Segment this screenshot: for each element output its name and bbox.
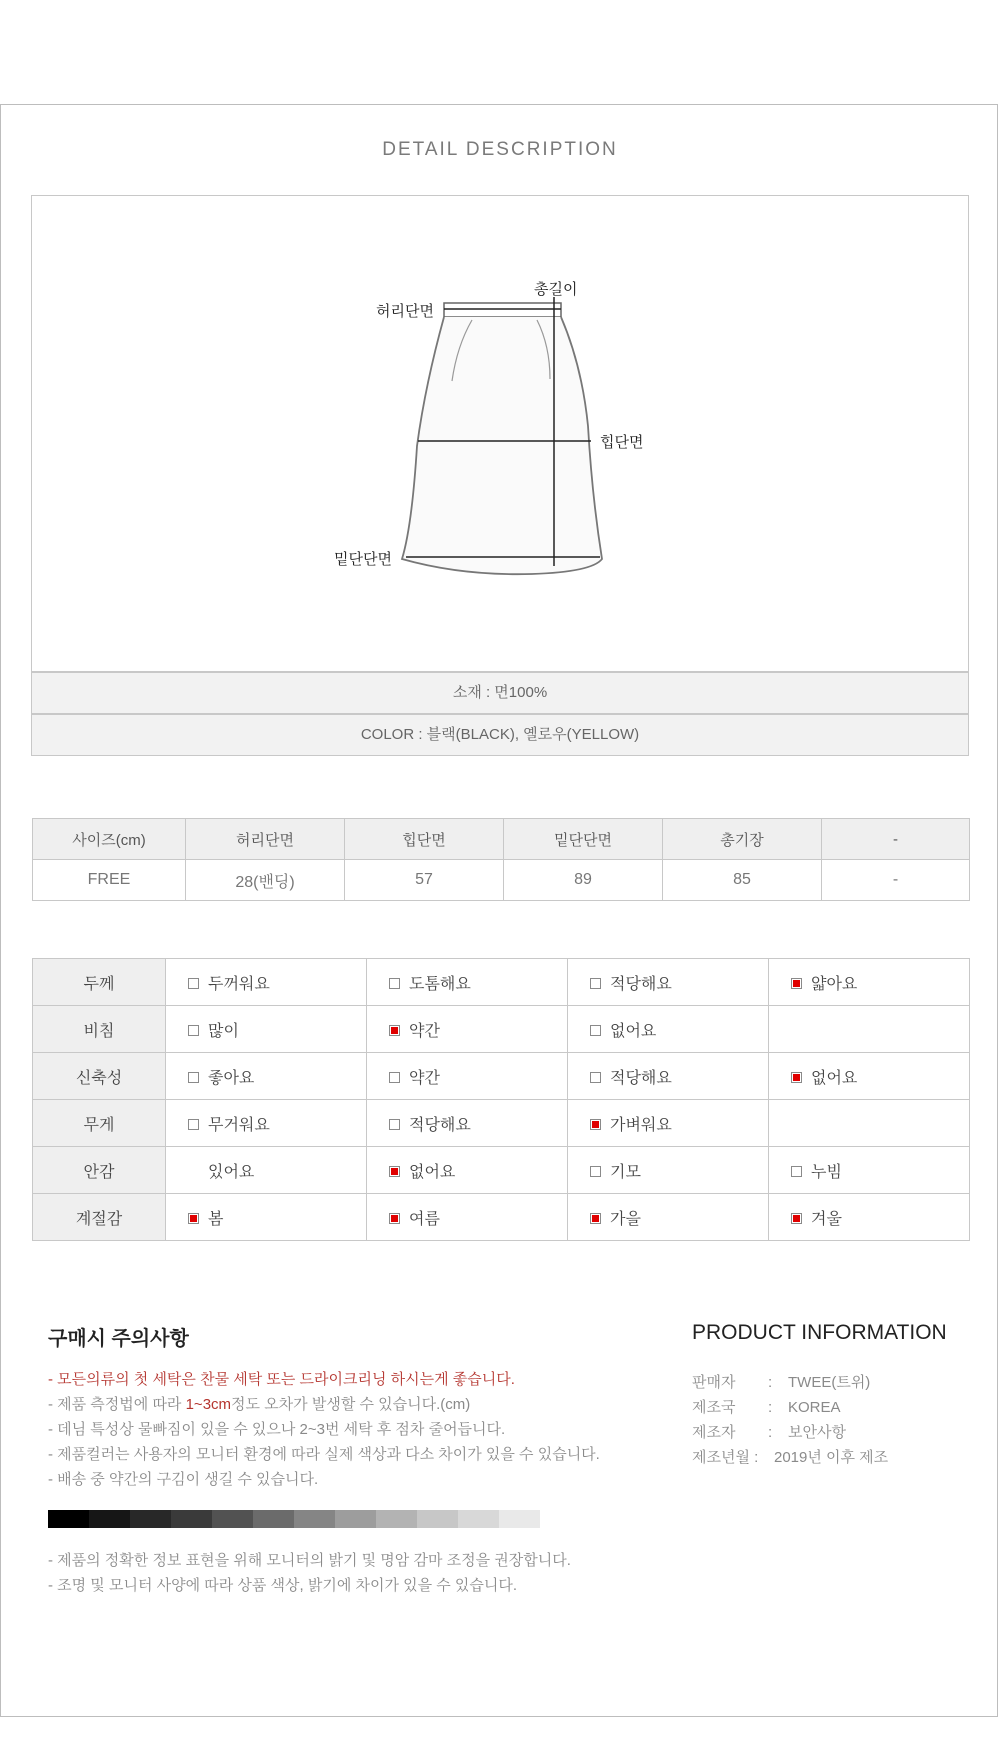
feature-option-label: 여름 xyxy=(409,1210,440,1228)
feature-option xyxy=(769,959,970,1006)
page-title: DETAIL DESCRIPTION xyxy=(382,139,618,160)
caution-text: 정도 오차가 발생할 수 있습니다.(cm) xyxy=(231,1396,471,1413)
caution-line: - 배송 중 약간의 구김이 생길 수 있습니다. xyxy=(48,1471,319,1488)
feature-option xyxy=(166,1147,367,1194)
size-cell: 89 xyxy=(504,860,663,901)
caution-notes xyxy=(48,1367,600,1492)
checked-checkbox-icon xyxy=(188,1213,199,1224)
gray-swatch xyxy=(417,1510,458,1528)
size-cell: 85 xyxy=(663,860,822,901)
checkbox-icon xyxy=(389,978,400,989)
feature-option xyxy=(568,1006,769,1053)
monitor-notes xyxy=(48,1548,571,1598)
feature-option-label: 두꺼워요 xyxy=(208,975,270,993)
checkbox-icon xyxy=(590,978,601,989)
caution-line: - 모든의류의 첫 세탁은 찬물 세탁 또는 드라이크리닝 하시는게 좋습니다. xyxy=(48,1371,515,1388)
gray-swatch xyxy=(294,1510,335,1528)
feature-option-label: 적당해요 xyxy=(610,975,672,993)
info-value: TWEE(트위) xyxy=(788,1374,871,1391)
info-value: KOREA xyxy=(788,1399,841,1416)
feature-option-label: 도톰해요 xyxy=(409,975,471,993)
product-info-row xyxy=(692,1420,888,1445)
feature-option-label: 있어요 xyxy=(208,1163,255,1181)
feature-option-label: 가벼워요 xyxy=(610,1116,672,1134)
feature-option-label: 약간 xyxy=(409,1022,440,1040)
feature-row xyxy=(33,1053,970,1100)
info-sep: : xyxy=(768,1374,773,1391)
checkbox-icon xyxy=(188,1072,199,1083)
info-key: 판매자 xyxy=(692,1374,736,1391)
size-header-cell: 밑단단면 xyxy=(504,819,663,860)
checked-checkbox-icon xyxy=(791,1072,802,1083)
checkbox-icon xyxy=(188,978,199,989)
feature-option xyxy=(769,1194,970,1241)
checked-checkbox-icon xyxy=(389,1025,400,1036)
feature-option-label: 많이 xyxy=(208,1022,239,1040)
feature-option xyxy=(568,1100,769,1147)
info-value: 2019년 이후 제조 xyxy=(774,1449,889,1466)
gray-swatch xyxy=(376,1510,417,1528)
checkbox-icon xyxy=(590,1072,601,1083)
caution-line: - 데님 특성상 물빠짐이 있을 수 있으나 2~3번 세탁 후 점차 줄어듭니다. xyxy=(48,1421,506,1438)
caution-line xyxy=(48,1392,600,1417)
feature-option xyxy=(166,1053,367,1100)
feature-name: 신축성 xyxy=(33,1053,166,1100)
skirt-diagram xyxy=(31,195,969,672)
info-key: 제조국 xyxy=(692,1399,736,1416)
total-length-label: 총길이 xyxy=(534,281,578,298)
gray-swatch xyxy=(458,1510,499,1528)
feature-option xyxy=(769,1006,970,1053)
feature-option-label: 좋아요 xyxy=(208,1069,255,1087)
feature-name: 안감 xyxy=(33,1147,166,1194)
feature-option xyxy=(568,1147,769,1194)
size-cell: FREE xyxy=(33,860,186,901)
gray-swatch xyxy=(253,1510,294,1528)
gray-swatch xyxy=(212,1510,253,1528)
size-header-cell: - xyxy=(822,819,970,860)
waist-label: 허리단면 xyxy=(376,303,434,320)
feature-option xyxy=(568,959,769,1006)
size-header-cell: 사이즈(cm) xyxy=(33,819,186,860)
feature-option-label: 가을 xyxy=(610,1210,641,1228)
feature-option-label: 얇아요 xyxy=(811,975,858,993)
feature-option xyxy=(367,1194,568,1241)
feature-option-label: 적당해요 xyxy=(610,1069,672,1087)
feature-row xyxy=(33,1100,970,1147)
size-cell: 28(밴딩) xyxy=(186,860,345,901)
info-sep: : xyxy=(768,1424,773,1441)
checkbox-icon xyxy=(188,1119,199,1130)
feature-option xyxy=(367,1006,568,1053)
checkbox-icon xyxy=(389,1072,400,1083)
caution-title: 구매시 주의사항 xyxy=(48,1328,189,1350)
feature-option xyxy=(568,1194,769,1241)
feature-option xyxy=(769,1100,970,1147)
size-table-header xyxy=(33,819,970,860)
gray-swatch xyxy=(171,1510,212,1528)
caution-text: - 제품 측정법에 따라 xyxy=(48,1396,186,1413)
checkbox-icon xyxy=(590,1166,601,1177)
checkbox-icon xyxy=(188,1025,199,1036)
feature-option-label: 봄 xyxy=(208,1210,224,1228)
feature-row xyxy=(33,959,970,1006)
info-key: 제조년월 : xyxy=(692,1449,759,1466)
checked-checkbox-icon xyxy=(389,1213,400,1224)
info-value: 보안사항 xyxy=(788,1424,846,1441)
gray-swatch xyxy=(335,1510,376,1528)
size-cell: 57 xyxy=(345,860,504,901)
feature-option xyxy=(166,1100,367,1147)
caution-line: - 제품컬러는 사용자의 모니터 환경에 따라 실제 색상과 다소 차이가 있을 수 있습니다. xyxy=(48,1446,600,1463)
feature-option-label: 없어요 xyxy=(409,1163,456,1181)
size-header-cell: 허리단면 xyxy=(186,819,345,860)
monitor-note: - 조명 및 모니터 사양에 따라 상품 색상, 밝기에 차이가 있을 수 있습니다. xyxy=(48,1577,518,1594)
monitor-note: - 제품의 정확한 정보 표현을 위해 모니터의 밝기 및 명암 감마 조정을 권장합니다. xyxy=(48,1552,571,1569)
caution-highlight: 1~3cm xyxy=(185,1396,232,1413)
feature-option-label: 누빔 xyxy=(811,1163,842,1181)
checked-checkbox-icon xyxy=(590,1213,601,1224)
feature-option xyxy=(769,1053,970,1100)
gray-swatch xyxy=(499,1510,540,1528)
color-bar: COLOR : 블랙(BLACK), 옐로우(YELLOW) xyxy=(31,714,969,756)
feature-option xyxy=(166,1006,367,1053)
size-table xyxy=(32,818,970,901)
feature-row xyxy=(33,1006,970,1053)
feature-option xyxy=(367,1053,568,1100)
size-header-cell: 총기장 xyxy=(663,819,822,860)
product-info-row xyxy=(692,1445,888,1470)
feature-option xyxy=(166,959,367,1006)
feature-option xyxy=(367,1100,568,1147)
material-bar: 소재 : 면100% xyxy=(31,672,969,714)
checked-checkbox-icon xyxy=(791,1213,802,1224)
checkbox-icon xyxy=(590,1025,601,1036)
feature-table xyxy=(32,958,970,1241)
gray-swatch xyxy=(48,1510,89,1528)
product-info-title: PRODUCT INFORMATION xyxy=(692,1321,947,1344)
size-header-cell: 힙단면 xyxy=(345,819,504,860)
feature-option-label: 겨울 xyxy=(811,1210,842,1228)
feature-name: 비침 xyxy=(33,1006,166,1053)
feature-option xyxy=(568,1053,769,1100)
gray-swatch xyxy=(89,1510,130,1528)
feature-option-label: 약간 xyxy=(409,1069,440,1087)
product-info-list xyxy=(692,1370,888,1470)
feature-option xyxy=(166,1194,367,1241)
feature-row xyxy=(33,1147,970,1194)
info-sep: : xyxy=(768,1399,773,1416)
feature-option xyxy=(367,959,568,1006)
feature-name: 두께 xyxy=(33,959,166,1006)
checkbox-icon xyxy=(791,1166,802,1177)
checked-checkbox-icon xyxy=(590,1119,601,1130)
product-info-row xyxy=(692,1370,888,1395)
feature-name: 무게 xyxy=(33,1100,166,1147)
feature-option xyxy=(367,1147,568,1194)
hip-label: 힙단면 xyxy=(600,434,644,451)
feature-option-label: 적당해요 xyxy=(409,1116,471,1134)
checked-checkbox-icon xyxy=(389,1166,400,1177)
feature-option xyxy=(769,1147,970,1194)
gray-swatch xyxy=(130,1510,171,1528)
feature-option-label: 없어요 xyxy=(610,1022,657,1040)
skirt-illustration xyxy=(32,196,970,673)
info-key: 제조자 xyxy=(692,1424,736,1441)
grayscale-swatches xyxy=(48,1510,540,1528)
feature-row xyxy=(33,1194,970,1241)
size-cell: - xyxy=(822,860,970,901)
feature-option-label: 무거워요 xyxy=(208,1116,270,1134)
product-info-row xyxy=(692,1395,888,1420)
feature-option-label: 없어요 xyxy=(811,1069,858,1087)
table-row xyxy=(33,860,970,901)
feature-option-label: 기모 xyxy=(610,1163,641,1181)
checked-checkbox-icon xyxy=(791,978,802,989)
checkbox-icon xyxy=(389,1119,400,1130)
hem-label: 밑단단면 xyxy=(334,551,392,568)
feature-name: 계절감 xyxy=(33,1194,166,1241)
